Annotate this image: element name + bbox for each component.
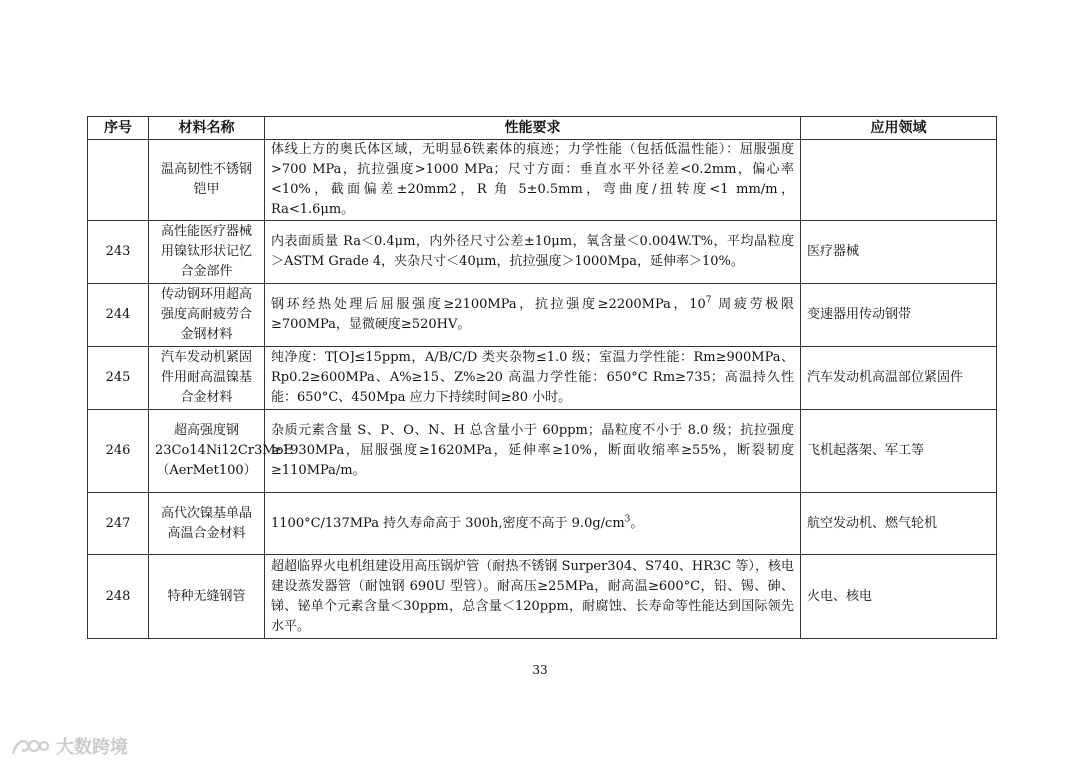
row-material-name: 高代次镍基单晶高温合金材料 xyxy=(149,493,265,555)
requirements-text: 。 xyxy=(630,515,644,531)
header-requirements: 性能要求 xyxy=(265,117,801,140)
row-material-name: 高性能医疗器械用镍钛形状记忆合金部件 xyxy=(149,221,265,284)
table-header-row xyxy=(88,117,997,140)
page-number: 33 xyxy=(532,663,548,677)
table-row xyxy=(88,410,997,493)
table-row xyxy=(88,221,997,284)
row-no: 246 xyxy=(88,410,149,493)
row-application: 汽车发动机高温部位紧固件 xyxy=(801,347,997,410)
row-application: 变速器用传动钢带 xyxy=(801,284,997,347)
row-requirements: 纯净度：T[O]≤15ppm，A/B/C/D 类夹杂物≤1.0 级；室温力学性能：Rm≥900MPa、Rp0.2≥600MPa、A%≥15、Z%≥20 高温力学性能：650°C Rm≥735；高温持久性能：650°C、450Mpa 应力下持续时间≥80 小时。 xyxy=(265,347,801,410)
row-no: 245 xyxy=(88,347,149,410)
row-requirements: 杂质元素含量 S、P、O、N、H 总含量小于 60ppm；晶粒度不小于 8.0 级；抗拉强度≥1930MPa，屈服强度≥1620MPa，延伸率≥10%，断面收缩率≥55%，断裂韧度≥110MPa/m。 xyxy=(265,410,801,493)
header-no: 序号 xyxy=(88,117,149,140)
row-requirements: 超超临界火电机组建设用高压锅炉管（耐热不锈钢 Surper304、S740、HR3C 等），核电建设蒸发器管（耐蚀钢 690U 型管）。耐高压≥25MPa，耐高温≥600°C，铅、锡、砷、锑、铋单个元素含量＜30ppm，总含量＜120ppm，耐腐蚀、长寿命等性能达到国际领先水平。 xyxy=(265,555,801,639)
header-application: 应用领域 xyxy=(801,117,997,140)
row-material-name: 温高韧性不锈钢铠甲 xyxy=(149,140,265,221)
table-row xyxy=(88,347,997,410)
row-requirements xyxy=(265,493,801,555)
exponent: 7 xyxy=(705,295,712,306)
exponent: 3 xyxy=(624,514,631,525)
row-application: 医疗器械 xyxy=(801,221,997,284)
watermark xyxy=(10,733,128,759)
row-application xyxy=(801,140,997,221)
row-no: 243 xyxy=(88,221,149,284)
header-material-name: 材料名称 xyxy=(149,117,265,140)
table-row xyxy=(88,284,997,347)
row-no: 248 xyxy=(88,555,149,639)
row-no: 244 xyxy=(88,284,149,347)
requirements-text: 钢环经热处理后屈服强度≥2100MPa，抗拉强度≥2200MPa，10 xyxy=(271,297,706,312)
row-application: 火电、核电 xyxy=(801,555,997,639)
row-material-name: 传动钢环用超高强度高耐疲劳合金钢材料 xyxy=(149,284,265,347)
watermark-text: 大数跨境 xyxy=(56,737,128,758)
row-requirements xyxy=(265,284,801,347)
row-no xyxy=(88,140,149,221)
row-requirements: 体线上方的奥氏体区域，无明显δ铁素体的痕迹；力学性能（包括低温性能）：屈服强度>700 MPa，抗拉强度>1000 MPa；尺寸方面：垂直水平外径差<0.2mm，偏心率<10%，截面偏差±20mm2，R 角 5±0.5mm，弯曲度/扭转度<1 mm/m，Ra<1.6μm。 xyxy=(265,140,801,221)
row-material-name: 超高强度钢23Co14Ni12Cr3MoE（AerMet100） xyxy=(149,410,265,493)
table-row xyxy=(88,555,997,639)
row-application: 飞机起落架、军工等 xyxy=(801,410,997,493)
requirements-text: 1100°C/137MPa 持久寿命高于 300h,密度不高于 9.0g/cm xyxy=(271,515,625,531)
row-material-name: 汽车发动机紧固件用耐高温镍基合金材料 xyxy=(149,347,265,410)
brand-logo-icon xyxy=(10,734,50,758)
requirements-text: 周疲劳极限≥700MPa，显微硬度≥520HV。 xyxy=(271,297,794,332)
row-material-name: 特种无缝钢管 xyxy=(149,555,265,639)
spec-table xyxy=(87,116,997,639)
table-row xyxy=(88,493,997,555)
row-no: 247 xyxy=(88,493,149,555)
row-application: 航空发动机、燃气轮机 xyxy=(801,493,997,555)
table-row xyxy=(88,140,997,221)
row-requirements: 内表面质量 Ra＜0.4μm，内外径尺寸公差±10μm，氧含量＜0.004W.T%，平均晶粒度＞ASTM Grade 4，夹杂尺寸＜40μm，抗拉强度＞1000Mpa，延伸率＞10%。 xyxy=(265,221,801,284)
